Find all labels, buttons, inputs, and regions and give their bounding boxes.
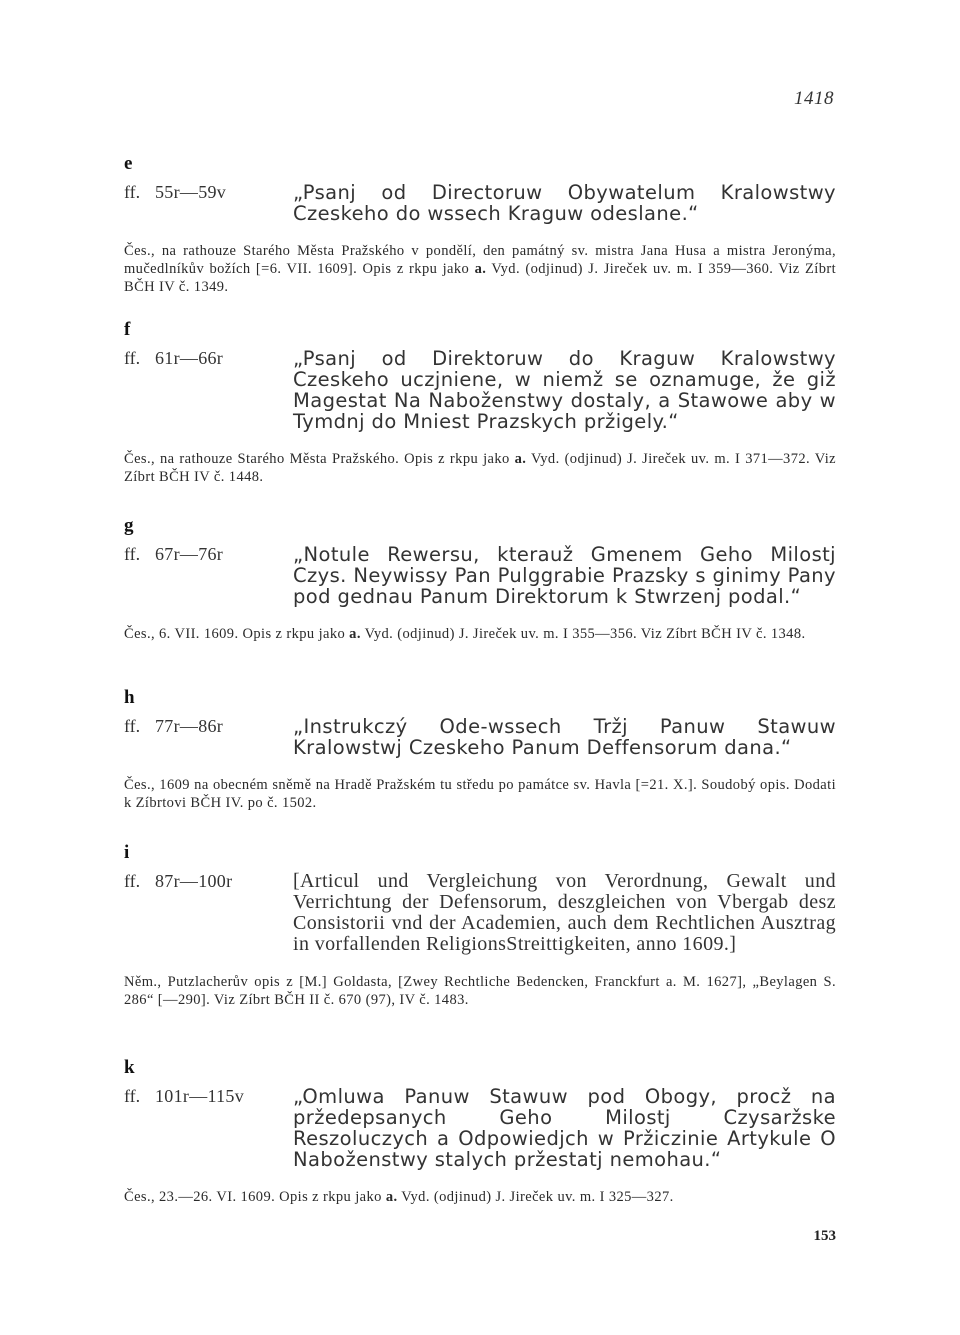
- folio-range: 87r—100r: [155, 871, 233, 891]
- entry-title: „Psanj od Directoruw Obywatelum Kralowstwy Czeskeho do wssech Kraguw odeslane.“: [293, 181, 836, 225]
- folio-range: 77r—86r: [155, 716, 224, 736]
- entry-note: [124, 242, 836, 296]
- note-bold: a.: [385, 1189, 398, 1205]
- entry-letter: k: [124, 1057, 135, 1078]
- entry-k: [124, 1056, 836, 1206]
- entry-title: [Articul und Vergleichung von Verordnung, Gewalt und Verrichtung der Defensorum, deszgleichen von Vbergab desz Consistorii vnd der Academien, auch dem Rechtlichen Ausztrag in vorfallenden ReligionsStreittigkeiten, anno 1609.]: [293, 870, 836, 955]
- entry-heading-row: [124, 348, 836, 432]
- entry-heading-row: [124, 871, 836, 955]
- ff-label: ff.: [124, 1086, 141, 1106]
- entry-f: [124, 318, 836, 486]
- ff-label: ff.: [124, 716, 141, 736]
- entry-title: „Psanj od Direktoruw do Kraguw Kralowstwy Czeskeho uczjniene, w niemž se oznamuge, že giž Magestat Na Naboženstwy dostaly, a Stawowe aby w Tymdnj do Mniest Prazskych pržigely.“: [293, 347, 836, 433]
- note-text: Čes., 1609 na obecném sněmě na Hradě Pražském tu středu po památce sv. Havla [=21. X.]. Soudobý opis. Dodati k Zíbrtovi BČH IV. po č. 1502.: [124, 777, 836, 811]
- entry-title: „Notule Rewersu, kterauž Gmenem Geho Milostj Czys. Neywissy Pan Pulggrabie Prazsky s ginimy Pany pod gednau Panum Direktorum k Stwrzenj podal.“: [293, 543, 836, 608]
- page-year-header: 1418: [794, 88, 834, 109]
- note-text-end: Vyd. (odjinud) J. Jireček uv. m. I 371—372. Viz Zíbrt BČH IV č. 1448.: [124, 451, 837, 485]
- entry-note: [124, 1188, 836, 1206]
- entry-letter: e: [124, 153, 133, 174]
- entry-title: „Instrukczý Ode-wssech Tržj Panuw Stawuw Kralowstwj Czeskeho Panum Deffensorum dana.“: [293, 715, 836, 759]
- entry-letter: h: [124, 687, 135, 708]
- note-text: Čes., na rathouze Starého Města Pražského v pondělí, den památný sv. mistra Jana Husa a mistra Jeronýma, mučedlníkův božích [=6. VII. 1609]. Opis z rkpu jako: [124, 243, 836, 277]
- entry-h: [124, 686, 836, 812]
- folio-range: 101r—115v: [155, 1086, 245, 1106]
- entry-note: [124, 625, 836, 643]
- entry-heading-row: [124, 544, 836, 607]
- note-bold: a.: [349, 626, 361, 642]
- note-bold: a.: [514, 451, 527, 467]
- note-text-end: Vyd. (odjinud) J. Jireček uv. m. I 325—327.: [397, 1189, 674, 1205]
- note-text: Čes., 23.—26. VI. 1609. Opis z rkpu jako: [124, 1189, 386, 1205]
- entry-note: [124, 776, 836, 812]
- note-text: Čes., 6. VII. 1609. Opis z rkpu jako: [124, 626, 350, 642]
- ff-label: ff.: [124, 182, 141, 202]
- entry-g: [124, 514, 836, 643]
- note-text-end: Vyd. (odjinud) J. Jireček uv. m. I 355—356. Viz Zíbrt BČH IV č. 1348.: [360, 626, 806, 642]
- ff-label: ff.: [124, 544, 141, 564]
- entry-e: [124, 152, 836, 296]
- entry-letter: g: [124, 515, 134, 536]
- entry-heading-row: [124, 716, 836, 758]
- entry-title: „Omluwa Panuw Stawuw pod Obogy, procž na pržedepsanych Geho Milostj Czysaržske Reszoluczych a Odpowiedjch w Pržiczinie Artykule O Naboženstwy stalych pržestatj nemohau.“: [293, 1085, 836, 1171]
- note-text: Něm., Putzlacherův opis z [M.] Goldasta, [Zwey Rechtliche Bedencken, Franckfurt a. M. 1627], „Beylagen S. 286“ [—290]. Viz Zíbrt BČH II č. 670 (97), IV č. 1483.: [124, 974, 836, 1008]
- note-text: Čes., na rathouze Starého Města Pražského. Opis z rkpu jako: [124, 451, 515, 467]
- note-text-end: Vyd. (odjinud) J. Jireček uv. m. I 359—360. Viz Zíbrt BČH IV č. 1349.: [124, 261, 837, 295]
- entry-heading-row: [124, 1086, 836, 1170]
- page-number: 153: [813, 1228, 836, 1244]
- entry-note: [124, 450, 836, 486]
- entry-heading-row: [124, 182, 836, 224]
- folio-range: 67r—76r: [155, 544, 224, 564]
- ff-label: ff.: [124, 871, 141, 891]
- ff-label: ff.: [124, 348, 141, 368]
- entry-letter: i: [124, 842, 130, 863]
- folio-range: 55r—59v: [155, 182, 227, 202]
- note-bold: a.: [474, 261, 487, 277]
- folio-range: 61r—66r: [155, 348, 224, 368]
- entry-i: [124, 841, 836, 1009]
- entry-note: [124, 973, 836, 1009]
- entry-letter: f: [124, 319, 131, 340]
